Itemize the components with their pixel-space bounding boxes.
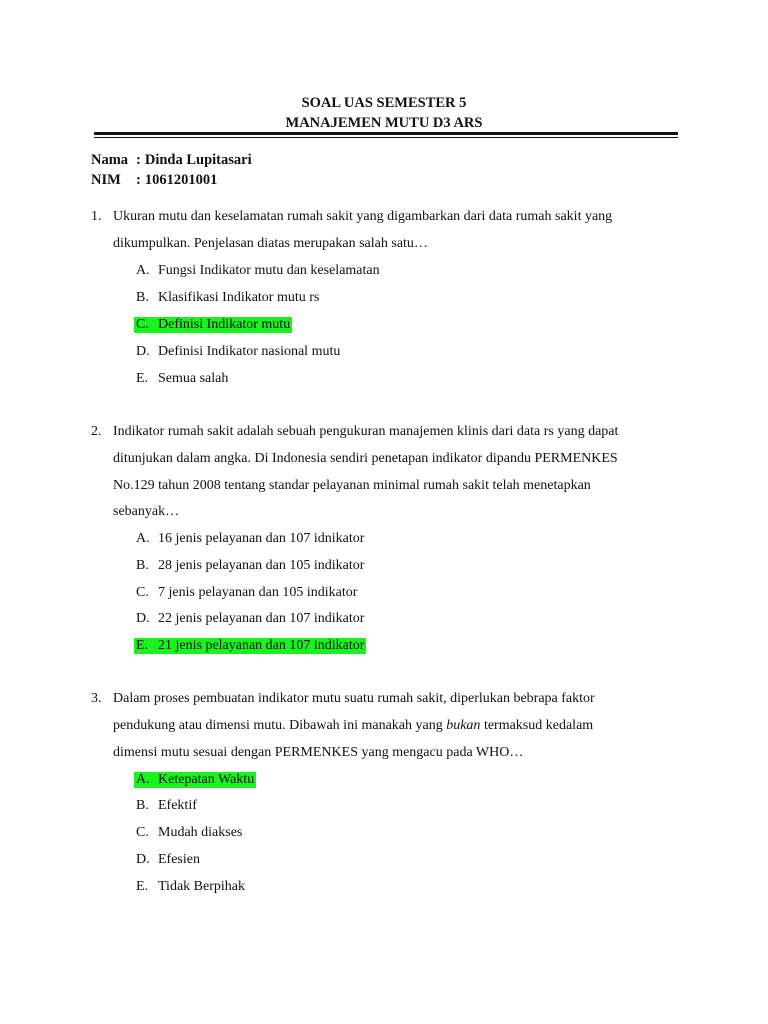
option-text: Efesien bbox=[158, 852, 200, 867]
option-text: Tidak Berpihak bbox=[158, 879, 245, 894]
option-text: Mudah diakses bbox=[158, 825, 243, 840]
question-1-number: 1. bbox=[91, 209, 102, 224]
name-label: Nama bbox=[91, 152, 129, 168]
question-3-option-a-highlighted bbox=[134, 772, 256, 788]
question-3-option-d bbox=[134, 852, 202, 868]
option-letter: D. bbox=[136, 344, 150, 359]
option-letter: E. bbox=[136, 638, 149, 653]
header-rule-thick bbox=[94, 132, 678, 135]
option-text: Fungsi Indikator mutu dan keselamatan bbox=[158, 263, 380, 278]
option-letter: D. bbox=[136, 852, 150, 867]
option-text: Efektif bbox=[158, 798, 197, 813]
option-text: Ketepatan Waktu bbox=[158, 772, 255, 787]
question-2-option-c bbox=[134, 585, 359, 601]
question-1-option-b bbox=[134, 290, 321, 306]
option-letter: E. bbox=[136, 371, 149, 386]
option-letter: B. bbox=[136, 798, 149, 813]
option-letter: A. bbox=[136, 772, 150, 787]
question-3-number: 3. bbox=[91, 691, 102, 706]
option-text: 28 jenis pelayanan dan 105 indikator bbox=[158, 558, 365, 573]
option-letter: C. bbox=[136, 317, 149, 332]
course-title: MANAJEMEN MUTU D3 ARS bbox=[285, 115, 483, 131]
question-3-option-e bbox=[134, 879, 247, 895]
exam-title: SOAL UAS SEMESTER 5 bbox=[301, 95, 467, 111]
question-1-option-d bbox=[134, 344, 342, 360]
question-1-line-2: dikumpulkan. Penjelasan diatas merupakan salah satu… bbox=[113, 236, 428, 251]
student-nim: 1061201001 bbox=[144, 172, 218, 188]
nim-colon: : bbox=[136, 172, 141, 188]
question-3-line-1: Dalam proses pembuatan indikator mutu suatu rumah sakit, diperlukan bebrapa faktor bbox=[113, 691, 595, 706]
question-1-line-1: Ukuran mutu dan keselamatan rumah sakit yang digambarkan dari data rumah sakit yang bbox=[113, 209, 613, 224]
option-letter: D. bbox=[136, 611, 150, 626]
question-2-number: 2. bbox=[91, 424, 102, 439]
option-text: 22 jenis pelayanan dan 107 indikator bbox=[158, 611, 365, 626]
header-rule-thin bbox=[94, 137, 678, 138]
option-text: Semua salah bbox=[158, 371, 229, 386]
option-text: 21 jenis pelayanan dan 107 indikator bbox=[158, 638, 365, 653]
option-letter: B. bbox=[136, 290, 149, 305]
option-letter: A. bbox=[136, 531, 150, 546]
option-letter: C. bbox=[136, 585, 149, 600]
option-letter: A. bbox=[136, 263, 150, 278]
question-3-line-2-start: pendukung atau dimensi mutu. Dibawah ini manakah yang bbox=[113, 718, 443, 733]
question-3-line-2-end: termaksud kedalam bbox=[483, 718, 594, 733]
student-name-row bbox=[91, 152, 252, 169]
student-name: Dinda Lupitasari bbox=[144, 152, 252, 168]
option-text: Definisi Indikator nasional mutu bbox=[158, 344, 341, 359]
question-3-line-2 bbox=[113, 718, 593, 734]
option-letter: E. bbox=[136, 879, 149, 894]
question-1-option-a bbox=[134, 263, 382, 279]
option-text: 16 jenis pelayanan dan 107 idnikator bbox=[158, 531, 365, 546]
question-2-line-1: Indikator rumah sakit adalah sebuah pengukuran manajemen klinis dari data rs yang dapat bbox=[113, 424, 619, 439]
question-1-option-c-highlighted bbox=[134, 317, 292, 333]
question-2-line-3: No.129 tahun 2008 tentang standar pelayanan minimal rumah sakit telah menetapkan bbox=[113, 478, 591, 493]
question-2-option-e-highlighted bbox=[134, 638, 366, 654]
question-2-line-2: ditunjukan dalam angka. Di Indonesia sendiri penetapan indikator dipandu PERMENKES bbox=[113, 451, 618, 466]
option-text: Klasifikasi Indikator mutu rs bbox=[158, 290, 320, 305]
question-2-option-d bbox=[134, 611, 366, 627]
student-nim-row bbox=[91, 172, 217, 189]
question-2-line-4: sebanyak… bbox=[113, 504, 180, 519]
name-colon: : bbox=[136, 152, 141, 168]
option-text: 7 jenis pelayanan dan 105 indikator bbox=[158, 585, 358, 600]
question-1-option-e bbox=[134, 371, 230, 387]
option-letter: B. bbox=[136, 558, 149, 573]
question-2-option-a bbox=[134, 531, 366, 547]
question-2-option-b bbox=[134, 558, 366, 574]
option-text: Definisi Indikator mutu bbox=[158, 317, 291, 332]
option-letter: C. bbox=[136, 825, 149, 840]
question-3-emphasis: bukan bbox=[446, 718, 481, 733]
nim-label: NIM bbox=[91, 172, 121, 188]
question-3-option-c bbox=[134, 825, 244, 841]
question-3-option-b bbox=[134, 798, 199, 814]
question-3-line-3: dimensi mutu sesuai dengan PERMENKES yang mengacu pada WHO… bbox=[113, 745, 524, 760]
